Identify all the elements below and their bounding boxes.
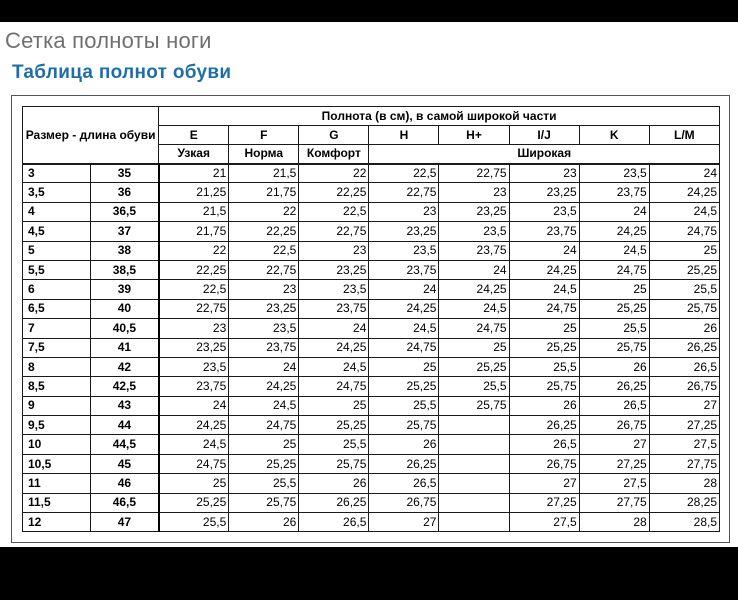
fullness-cell: 26 <box>649 319 719 338</box>
group-narrow: Узкая <box>159 145 229 164</box>
fullness-cell: 27 <box>579 435 649 454</box>
size-cell: 11 <box>23 474 91 493</box>
size-cell: 3 <box>23 164 91 183</box>
fullness-cell: 21,75 <box>159 222 229 241</box>
group-comfort: Комфорт <box>299 145 369 164</box>
fullness-cell: 27,25 <box>509 493 579 512</box>
fullness-cell: 27,25 <box>579 454 649 473</box>
fullness-cell: 25,5 <box>579 319 649 338</box>
fullness-cell: 26 <box>229 513 299 532</box>
table-row <box>23 299 720 318</box>
fullness-cell: 23,5 <box>299 280 369 299</box>
table-row <box>23 493 720 512</box>
length-cell: 37 <box>91 222 159 241</box>
length-cell: 39 <box>91 280 159 299</box>
fullness-cell: 23 <box>509 164 579 183</box>
fullness-cell: 23 <box>439 183 509 202</box>
fullness-cell: 26,25 <box>649 338 719 357</box>
fullness-cell: 23,25 <box>439 202 509 221</box>
fullness-cell: 21,5 <box>159 202 229 221</box>
fullness-cell: 25,25 <box>299 416 369 435</box>
fullness-cell: 25,75 <box>509 377 579 396</box>
length-cell: 44 <box>91 416 159 435</box>
fullness-cell: 23,75 <box>229 338 299 357</box>
fullness-cell: 24 <box>159 396 229 415</box>
fullness-cell: 26 <box>579 357 649 376</box>
length-cell: 42,5 <box>91 377 159 396</box>
fullness-cell: 23,75 <box>299 299 369 318</box>
fullness-cell: 24,75 <box>509 299 579 318</box>
size-cell: 6 <box>23 280 91 299</box>
fullness-cell: 24,75 <box>229 416 299 435</box>
length-cell: 38,5 <box>91 260 159 279</box>
fullness-cell: 24,25 <box>649 183 719 202</box>
length-cell: 35 <box>91 164 159 183</box>
size-cell: 5 <box>23 241 91 260</box>
fullness-cell: 25,25 <box>229 454 299 473</box>
fullness-cell: 24,75 <box>159 454 229 473</box>
size-cell: 4,5 <box>23 222 91 241</box>
length-cell: 38 <box>91 241 159 260</box>
length-cell: 41 <box>91 338 159 357</box>
fullness-cell: 23 <box>229 280 299 299</box>
fullness-cell: 23,75 <box>439 241 509 260</box>
fullness-cell: 23,75 <box>509 222 579 241</box>
width-letter-k: K <box>579 126 649 145</box>
fullness-cell: 22 <box>299 164 369 183</box>
fullness-cell: 25,25 <box>159 493 229 512</box>
fullness-cell: 27,5 <box>509 513 579 532</box>
fullness-cell: 22,75 <box>299 222 369 241</box>
fullness-cell: 24 <box>509 241 579 260</box>
fullness-cell: 27,5 <box>579 474 649 493</box>
length-cell: 36 <box>91 183 159 202</box>
width-letter-i-j: I/J <box>509 126 579 145</box>
fullness-cell: 25,75 <box>439 396 509 415</box>
fullness-cell: 24,75 <box>369 338 439 357</box>
fullness-cell: 25,5 <box>439 377 509 396</box>
fullness-header: Полнота (в см), в самой широкой части <box>159 107 720 126</box>
fullness-cell: 26 <box>509 396 579 415</box>
fullness-cell: 25 <box>159 474 229 493</box>
fullness-cell: 25 <box>439 338 509 357</box>
fullness-cell: 23,25 <box>509 183 579 202</box>
table-row <box>23 357 720 376</box>
fullness-cell: 24,5 <box>509 280 579 299</box>
fullness-cell: 22,25 <box>229 222 299 241</box>
fullness-cell: 25,5 <box>299 435 369 454</box>
fullness-cell: 27,25 <box>649 416 719 435</box>
fullness-cell: 22,5 <box>229 241 299 260</box>
fullness-cell: 26,25 <box>579 377 649 396</box>
fullness-cell: 21,75 <box>229 183 299 202</box>
fullness-cell: 24,5 <box>159 435 229 454</box>
fullness-cell: 26,5 <box>369 474 439 493</box>
length-cell: 44,5 <box>91 435 159 454</box>
table-row <box>23 280 720 299</box>
fullness-cell: 25,5 <box>369 396 439 415</box>
fullness-cell: 24,75 <box>579 260 649 279</box>
fullness-cell: 23,25 <box>369 222 439 241</box>
table-row <box>23 416 720 435</box>
fullness-cell: 26,75 <box>509 454 579 473</box>
fullness-cell: 26 <box>369 435 439 454</box>
fullness-cell: 22,75 <box>369 183 439 202</box>
fullness-cell: 23,25 <box>229 299 299 318</box>
size-cell: 4 <box>23 202 91 221</box>
fullness-cell: 25 <box>369 357 439 376</box>
fullness-cell: 28 <box>649 474 719 493</box>
fullness-cell: 22,5 <box>159 280 229 299</box>
fullness-cell: 28,25 <box>649 493 719 512</box>
fullness-cell: 26,25 <box>369 454 439 473</box>
length-cell: 46 <box>91 474 159 493</box>
size-cell: 12 <box>23 513 91 532</box>
group-normal: Норма <box>229 145 299 164</box>
fullness-cell: 24,25 <box>579 222 649 241</box>
size-cell: 11,5 <box>23 493 91 512</box>
table-row <box>23 183 720 202</box>
fullness-cell: 24,75 <box>299 377 369 396</box>
fullness-cell: 23,75 <box>579 183 649 202</box>
fullness-cell: 24,25 <box>229 377 299 396</box>
fullness-cell: 24,25 <box>299 338 369 357</box>
fullness-cell: 27 <box>509 474 579 493</box>
fullness-cell: 23,5 <box>579 164 649 183</box>
table-row <box>23 241 720 260</box>
fullness-cell: 23,75 <box>369 260 439 279</box>
fullness-cell: 26,5 <box>509 435 579 454</box>
fullness-cell: 24,5 <box>439 299 509 318</box>
shoe-width-table <box>22 106 720 532</box>
fullness-cell: 25,25 <box>369 377 439 396</box>
fullness-cell: 25,25 <box>439 357 509 376</box>
fullness-cell: 23,25 <box>159 338 229 357</box>
length-cell: 45 <box>91 454 159 473</box>
fullness-cell: 23,25 <box>299 260 369 279</box>
fullness-cell: 25,75 <box>649 299 719 318</box>
size-cell: 7 <box>23 319 91 338</box>
fullness-cell: 27,5 <box>649 435 719 454</box>
table-row <box>23 435 720 454</box>
fullness-cell: 22,25 <box>299 183 369 202</box>
width-letter-e: E <box>159 126 229 145</box>
fullness-cell: 23 <box>159 319 229 338</box>
length-cell: 43 <box>91 396 159 415</box>
fullness-cell: 26,5 <box>649 357 719 376</box>
table-row <box>23 260 720 279</box>
fullness-cell: 22,5 <box>369 164 439 183</box>
size-cell: 6,5 <box>23 299 91 318</box>
fullness-cell: 25,5 <box>159 513 229 532</box>
page-heading: Сетка полноты ноги <box>5 28 212 53</box>
fullness-cell: 23,5 <box>369 241 439 260</box>
fullness-cell: 25,75 <box>579 338 649 357</box>
fullness-cell: 24 <box>579 202 649 221</box>
width-letter-g: G <box>299 126 369 145</box>
fullness-cell: 24,25 <box>369 299 439 318</box>
fullness-cell: 23,5 <box>439 222 509 241</box>
length-cell: 46,5 <box>91 493 159 512</box>
table-row <box>23 474 720 493</box>
length-cell: 40 <box>91 299 159 318</box>
width-letter-h-plus: H+ <box>439 126 509 145</box>
size-cell: 7,5 <box>23 338 91 357</box>
fullness-cell: 26 <box>299 474 369 493</box>
size-cell: 5,5 <box>23 260 91 279</box>
fullness-cell: 21,25 <box>159 183 229 202</box>
fullness-cell: 25 <box>509 319 579 338</box>
table-row <box>23 338 720 357</box>
fullness-cell <box>439 454 509 473</box>
fullness-cell: 22,75 <box>159 299 229 318</box>
table-row <box>23 454 720 473</box>
table-row <box>23 396 720 415</box>
fullness-cell: 25,5 <box>229 474 299 493</box>
fullness-cell: 23 <box>299 241 369 260</box>
group-wide: Широкая <box>369 145 720 164</box>
fullness-cell: 26,75 <box>649 377 719 396</box>
size-cell: 3,5 <box>23 183 91 202</box>
fullness-cell: 25,5 <box>509 357 579 376</box>
fullness-cell: 24 <box>229 357 299 376</box>
fullness-cell <box>439 513 509 532</box>
length-cell: 36,5 <box>91 202 159 221</box>
fullness-cell: 25,75 <box>229 493 299 512</box>
table-image-frame <box>11 95 730 543</box>
fullness-cell: 24,25 <box>509 260 579 279</box>
width-letter-h: H <box>369 126 439 145</box>
fullness-cell: 26,25 <box>299 493 369 512</box>
size-cell: 8 <box>23 357 91 376</box>
page <box>0 22 738 547</box>
fullness-cell: 22 <box>229 202 299 221</box>
table-row <box>23 319 720 338</box>
page-subheading: Таблица полнот обуви <box>12 62 232 83</box>
fullness-cell: 27,75 <box>649 454 719 473</box>
fullness-cell: 27 <box>369 513 439 532</box>
table-row <box>23 164 720 183</box>
fullness-cell: 24,75 <box>649 222 719 241</box>
size-cell: 9 <box>23 396 91 415</box>
fullness-cell: 25,75 <box>299 454 369 473</box>
fullness-cell: 23,5 <box>509 202 579 221</box>
fullness-cell: 26,5 <box>299 513 369 532</box>
fullness-cell <box>439 493 509 512</box>
fullness-cell: 25,75 <box>369 416 439 435</box>
fullness-cell: 24 <box>299 319 369 338</box>
fullness-cell: 25 <box>229 435 299 454</box>
fullness-cell: 24,5 <box>299 357 369 376</box>
size-cell: 10,5 <box>23 454 91 473</box>
fullness-cell: 23,5 <box>159 357 229 376</box>
table-row <box>23 202 720 221</box>
fullness-cell: 28,5 <box>649 513 719 532</box>
fullness-cell: 24,5 <box>649 202 719 221</box>
fullness-cell: 27,75 <box>579 493 649 512</box>
fullness-cell: 22,75 <box>439 164 509 183</box>
size-cell: 8,5 <box>23 377 91 396</box>
fullness-cell: 22,25 <box>159 260 229 279</box>
fullness-cell: 24,5 <box>229 396 299 415</box>
size-cell: 9,5 <box>23 416 91 435</box>
width-letter-l-m: L/M <box>649 126 719 145</box>
fullness-cell: 22,5 <box>299 202 369 221</box>
fullness-cell: 24 <box>439 260 509 279</box>
size-length-header: Размер - длина обуви <box>23 107 159 164</box>
table-row <box>23 222 720 241</box>
table-body <box>23 164 720 532</box>
fullness-cell: 27 <box>649 396 719 415</box>
fullness-cell: 21,5 <box>229 164 299 183</box>
length-cell: 42 <box>91 357 159 376</box>
fullness-cell: 22 <box>159 241 229 260</box>
fullness-cell: 21 <box>159 164 229 183</box>
fullness-cell: 23,5 <box>229 319 299 338</box>
fullness-cell: 24 <box>369 280 439 299</box>
size-cell: 10 <box>23 435 91 454</box>
fullness-cell: 24,25 <box>439 280 509 299</box>
fullness-cell: 26,75 <box>579 416 649 435</box>
fullness-cell: 25 <box>649 241 719 260</box>
fullness-cell: 25,25 <box>509 338 579 357</box>
fullness-cell <box>439 416 509 435</box>
fullness-cell: 23 <box>369 202 439 221</box>
fullness-cell: 24,5 <box>579 241 649 260</box>
length-cell: 47 <box>91 513 159 532</box>
fullness-cell: 28 <box>579 513 649 532</box>
fullness-cell: 22,75 <box>229 260 299 279</box>
fullness-cell: 26,5 <box>579 396 649 415</box>
fullness-cell: 23,75 <box>159 377 229 396</box>
fullness-cell: 26,25 <box>509 416 579 435</box>
fullness-cell: 25,25 <box>579 299 649 318</box>
fullness-cell: 24,5 <box>369 319 439 338</box>
fullness-cell <box>439 474 509 493</box>
fullness-cell: 24,75 <box>439 319 509 338</box>
table-row <box>23 377 720 396</box>
fullness-cell: 25,25 <box>649 260 719 279</box>
fullness-cell: 26,75 <box>369 493 439 512</box>
table-row <box>23 513 720 532</box>
width-letter-f: F <box>229 126 299 145</box>
fullness-cell: 25 <box>579 280 649 299</box>
fullness-cell: 25 <box>299 396 369 415</box>
fullness-cell <box>439 435 509 454</box>
length-cell: 40,5 <box>91 319 159 338</box>
fullness-cell: 25,5 <box>649 280 719 299</box>
fullness-cell: 24 <box>649 164 719 183</box>
fullness-cell: 24,25 <box>159 416 229 435</box>
